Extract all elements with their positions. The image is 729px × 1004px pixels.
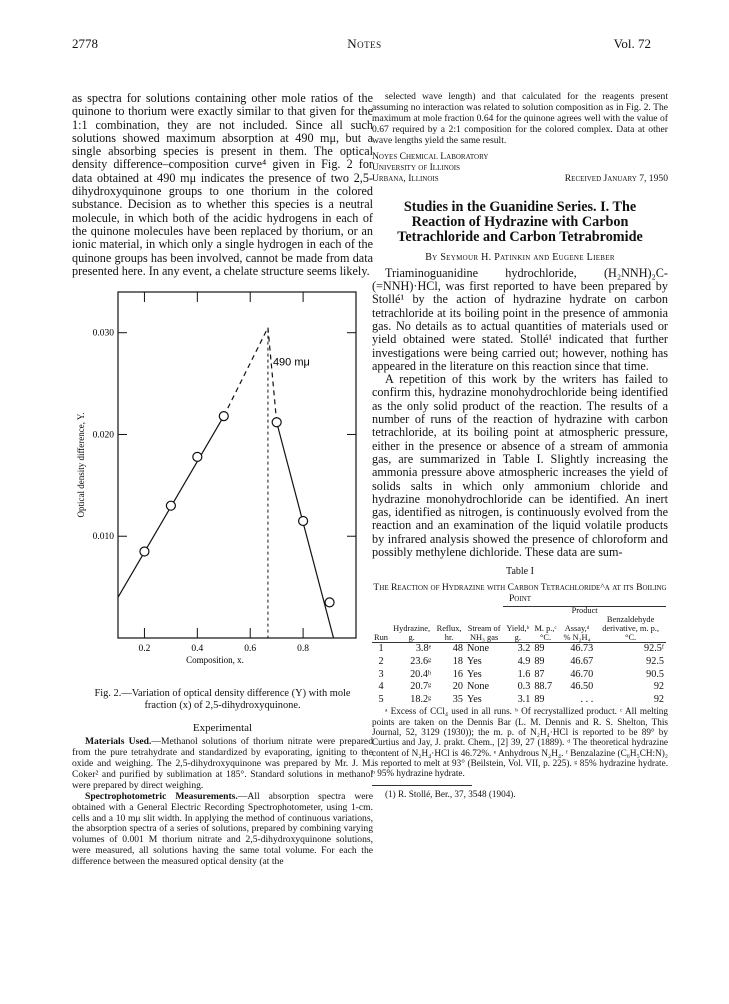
table-cell: Yes: [466, 656, 482, 668]
left-paragraph-1: as spectra for solutions containing other mole ratios of the quinone to thorium were exactly similar to that given for the 1:1 combination, they are not included. Since all such solutions showed maximum absorption at 490 mμ, but a single absorbing species is present in them. The optical density difference–composition curve⁴ given in Fig. 2 for data obtained at 490 mμ indicates the presence of two 2,5-dihydroxyquinone groups to one thorium in the colored substance. Decision as to whether this species is a neutral molecule, in which both of the acidic hydrogens in each of the quinone molecules have been replaced by thorium, or an ionic material, in which only a single hydrogen in each of the quinone groups has been involved, cannot be made from data presented here. In any event, a chelate structure seems likely.: [72, 91, 373, 278]
table-cell: 20.7ᵍ: [410, 681, 432, 693]
table-row: [372, 681, 666, 694]
lab-city: Urbana, Illinois: [372, 172, 439, 184]
table-caption: The Reaction of Hydrazine with Carbon Tetrachloride^a at its Boiling Point: [373, 582, 667, 605]
y-axis-label: Optical density difference, Y.: [76, 412, 86, 518]
page-number: 2778: [72, 36, 98, 51]
reference-footnote: (1) R. Stollé, Ber., 37, 3548 (1904).: [385, 788, 516, 799]
table-row: [372, 643, 666, 656]
table-cell: 46.50: [570, 681, 594, 693]
table-cell: 89: [534, 643, 545, 655]
left-column: [72, 92, 373, 868]
x-axis-label: Composition, x.: [186, 655, 244, 666]
data-point: [272, 418, 281, 427]
table-cell: 18: [452, 656, 463, 668]
y-tick-label: 0.010: [92, 532, 114, 543]
col-header: Hydrazine, g.: [393, 623, 431, 642]
x-tick-label: 0.8: [297, 644, 310, 655]
peak-label: 490 mμ: [272, 356, 310, 369]
x-tick-label: 0.4: [191, 644, 204, 655]
table-cell: 2: [378, 656, 384, 668]
table-cell: 20.4ʰ: [410, 668, 432, 680]
table-cell: 5: [378, 693, 384, 705]
table-cell: 1.6: [517, 668, 531, 680]
table-cell: Yes: [466, 668, 482, 680]
table-cell: None: [466, 681, 490, 693]
data-point: [219, 412, 228, 421]
table-cell: 87: [534, 668, 545, 680]
table-cell: 3.8ᵉ: [415, 643, 432, 655]
lab-line-1: Noyes Chemical Laboratory: [372, 150, 489, 162]
table-cell: 92.5: [646, 656, 664, 668]
table-cell: 3.1: [517, 693, 531, 705]
table-cell: 92: [653, 693, 664, 705]
table-row: [372, 694, 666, 707]
table-cell: 89: [534, 656, 545, 668]
col-header: Reflux, hr.: [436, 623, 462, 642]
table-cell: 20: [452, 681, 463, 693]
series-line-segment: [224, 328, 268, 417]
volume-label: Vol. 72: [613, 36, 651, 51]
table-cell: 46.67: [570, 656, 594, 668]
figure-2: [72, 286, 373, 686]
table-cell: . . .: [580, 693, 594, 705]
table-cell: 18.2ᵍ: [410, 693, 432, 705]
series-line-segment: [268, 328, 277, 423]
series-line-segment: [277, 422, 334, 638]
table-cell: 48: [452, 643, 463, 655]
table-cell: 1: [378, 643, 384, 655]
table-cell: 88.7: [534, 681, 553, 693]
spectro-text: —All absorption spectra were obtained with a General Electric Recording Spectrophotometer, using 1-cm. cells and a 10 mμ slit width. In applying the method of continuous variations, the absorption spectra of a series of solutions, prepared by combining varying volumes of 0.001 M thorium nitrate and 2,5-dihydroxyquinone solutions, were measured, all solutions having the same total volume. For each the difference between the measured optical density (at the: [72, 790, 373, 868]
results-table: [372, 606, 666, 706]
table-row: [372, 669, 666, 682]
footnote-divider: [372, 785, 472, 786]
col-header: Benzaldehyde derivative, m. p., °C.: [602, 615, 659, 642]
data-point: [140, 547, 149, 556]
x-tick-label: 0.2: [138, 644, 151, 655]
table-cell: 92.5ᶠ: [644, 643, 664, 655]
figure-caption: Fig. 2.—Variation of optical density difference (Y) with mole fraction (x) of 2,5-dihydroxyquinone.: [94, 688, 351, 712]
table-cell: 0.3: [517, 681, 531, 693]
table-cell: 89: [534, 693, 545, 705]
data-point: [166, 501, 175, 510]
received-date: Received January 7, 1950: [564, 172, 668, 184]
materials-paragraph: [72, 737, 373, 792]
running-header: Notes: [347, 36, 382, 51]
table-row: [372, 656, 666, 669]
data-point: [299, 517, 308, 526]
table-title: Table I: [506, 566, 534, 578]
table-cell: 92: [653, 681, 664, 693]
table-cell: 46.70: [570, 668, 594, 680]
affiliation-block: [372, 151, 668, 184]
col-header: Run: [374, 632, 388, 642]
article-authors: By Seymour H. Patinkin and Eugene Lieber: [425, 251, 615, 263]
article-title: Studies in the Guanidine Series. I. The Reaction of Hydrazine with Carbon Tetrachloride and Carbon Tetrabromide: [397, 198, 643, 246]
product-group-header: Product: [503, 607, 666, 616]
lab-line-2: University of Illinois: [372, 161, 461, 173]
table-footnotes: ᵃ Excess of CCl₄ used in all runs. ᵇ Of recrystallized product. ᶜ All melting points are taken on the Dennis Bar (L. M. Dennis and R. S. Shelton, This Journal, 52, 3129 (1930)); the m. p. of N₂H₄·HCl is reported to be 89° by Curtius and Jay, J. prakt. Chem., [2] 39, 27 (1889). ᵈ The theoretical hydrazine content of N₂H₄·HCl is 46.72%. ᵉ Anhydrous N₂H₄. ᶠ Benzalazine (C₆H₅CH:N)₂ is reported to melt at 93° (Beilstein, Vol. VII, p. 225). ᵍ 85% hydrazine hydrate. ʰ 95% hydrazine hydrate.: [372, 706, 668, 779]
right-column: [372, 92, 668, 799]
table-cell: None: [466, 643, 490, 655]
table-cell: 3: [378, 668, 384, 680]
col-header: Stream of NH₃ gas: [467, 623, 501, 642]
col-header: Assay,ᵈ % N₂H₄: [563, 623, 591, 642]
materials-text: —Methanol solutions of thorium nitrate were prepared from the pure tetrahydrate and standardized by evaporating, igniting to the oxide and weighing. The 2,5-dihydroxyquinone was prepared by Mr. J. M. Coker² and purified by sublimation at 185°. Standard solutions in methanol were prepared by direct weighing.: [72, 736, 373, 791]
spectro-paragraph: [72, 792, 373, 868]
right-continued-paragraph: selected wave length) and that calculated for the reagents present assuming no interaction was related to solution composition as in Fig. 2. The maximum at mole fraction 0.64 for the quinone agrees well with the value of 0.67 required by a 2:1 composition for the colored complex. Data at other wave lengths yield the same result.: [372, 91, 668, 146]
data-point: [325, 598, 334, 607]
spectro-heading: Spectrophotometric Measurements.: [85, 790, 238, 802]
col-header: Yield,ᵇ g.: [506, 623, 530, 642]
col-header: M. p.,ᶜ °C.: [534, 623, 557, 642]
article-paragraph-2: A repetition of this work by the writers has failed to confirm this, hydrazine monohydrochloride being identified as the only solid product of the reaction. The results of a number of runs of the reaction of hydrazine with carbon tetrachloride, at its boiling point at atmospheric pressure, either in the presence or absence of a stream of ammonia gas, are summarized in Table I. Slightly increasing the ammonia pressure above atmospheric increases the yield of solids salts in which only ammonium chloride and hydrazine monohydrochloride can be identified. An inert gas, identified as nitrogen, is continuously evolved from the reaction and an examination of the liquid volatile products by infrared analysis showed the presence of chloroform and possibly methylene dichloride. These data are sum-: [372, 372, 668, 559]
table-cell: 90.5: [646, 668, 664, 680]
y-tick-label: 0.030: [92, 328, 114, 339]
table-cell: 23.6ᵍ: [410, 656, 432, 668]
article-paragraph-1: Triaminoguanidine hydrochloride, (H₂NNH)₂C-(=NNH)·HCl, was first reported to have been prepared by Stollé¹ by the action of hydrazine hydrate on carbon tetrachloride at its boiling point in the presence of ammonia gas. No details as to actual quantities of materials used or yield obtained were stated. Stollé¹ indicated that further investigations were being carried out; however, nothing has appeared in the literature on this reaction since that time.: [372, 265, 668, 373]
table-cell: 46.73: [570, 643, 594, 655]
table-cell: 3.2: [517, 643, 531, 655]
materials-heading: Materials Used.: [85, 736, 152, 748]
table-cell: Yes: [466, 693, 482, 705]
chart-svg: [72, 286, 373, 686]
x-tick-label: 0.6: [244, 644, 257, 655]
table-cell: 4.9: [517, 656, 531, 668]
lab-line-3: [372, 173, 668, 184]
section-heading-experimental: Experimental: [192, 722, 253, 735]
y-tick-label: 0.020: [92, 430, 114, 441]
table-cell: 16: [452, 668, 463, 680]
table-cell: 35: [452, 693, 463, 705]
data-point: [193, 453, 202, 462]
table-cell: 4: [378, 681, 384, 693]
